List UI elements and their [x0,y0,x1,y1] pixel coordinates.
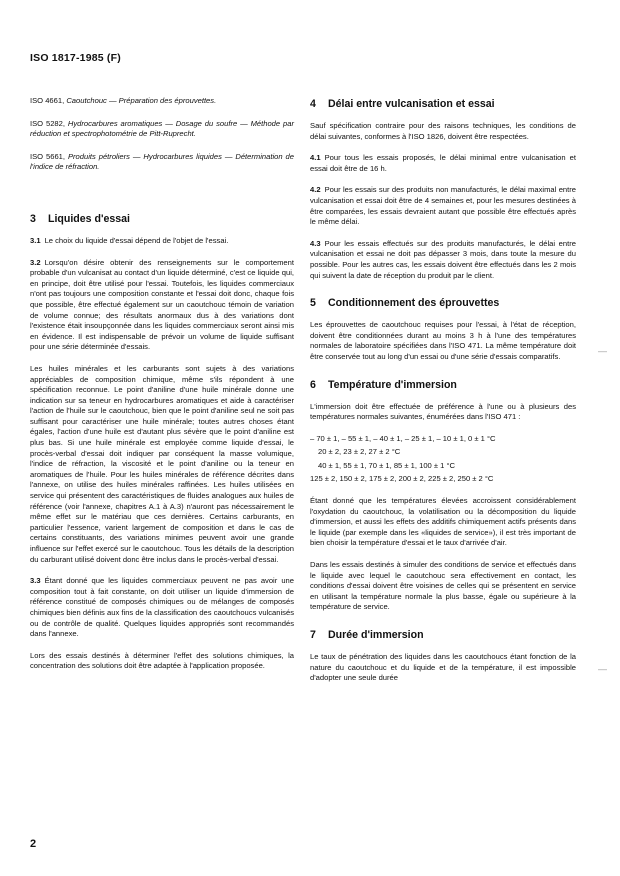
section-4-heading [310,98,576,111]
section-title: Température d'immersion [328,378,457,391]
paragraph-6-temperatures: Étant donné que les températures élevées accroissent considérablement l'oxydation du caoutchouc, la volatilisation ou la décomposition du liquide d'immersion, et aussi les effets des additifs chimiquement actifs présents dans le liquide (par exemple dans les «liquides de service»), il est très important de bien choisir la température d'essai et le taux d'arrivée d'air. [310,496,576,548]
section-number: 4 [310,98,316,110]
section-5-heading [310,297,576,310]
paragraph-4-3 [310,239,576,281]
paragraph-3-3 [30,576,294,640]
margin-mark: — [598,346,607,356]
paragraph-4-2 [310,185,576,227]
paragraph-3-2 [30,258,294,353]
paragraph-mineral-oils: Les huiles minérales et les carburants sont sujets à des variations appréciables de composition chimique, même s'ils répondent à une spécification reconnue. Le point d'aniline d'une huile minérale donne une indication sur sa teneur en hydrocarbures aromatiques et aide à caractériser l'action de l'huile sur le caoutchouc, bien que le point d'aniline seul ne soit pas suffisant pour caractériser une huile minérale; toutes autres choses étant égales, l'action d'une huile est d'autant plus sévère que le point d'aniline est plus bas. Si une huile minérale est employée comme liquide d'essai, le procès-verbal d'essai doit indiquer par conséquent la masse volumique, l'indice de réfraction, la viscosité et le point d'aniline ou la teneur en aromatiques de l'huile. Pour les huiles minérales de référence décrites dans l'annexe, on utilise des huiles minérales raffinées. Les huiles utilisées en service qui présentent des caractéristiques de fluides analogues aux huiles de référence (voir l'annexe, chapitres A.1 à A.3) n'auront pas nécessairement le même effet sur le matériau que ces dernières. Certains carburants, en particulier l'essence, varient largement de composition et dans le cas de certains constituants, des variations minimes peuvent avoir une grande influence sur l'effet exercé sur le caoutchouc. Tous les détails de la description du carburant utilisé doivent donc être inclus dans le procès-verbal d'essai. [30,363,294,564]
paragraph-text: Étant donné que les liquides commerciaux peuvent ne pas avoir une composition tout à fait constante, on doit utiliser un liquide d'immersion de référence constitué de composés chimiques ou de mélanges de composés chimiques bien définis aux fins de la classification des caoutchoucs vulcanisés ou de contrôle de qualité. Quelques liquides appropriés sont recommandés dans l'annexe. [30,576,294,639]
paragraph-4-1 [310,153,576,174]
paragraph-number: 3.2 [30,257,41,267]
temperature-list [310,434,576,485]
reference-iso-5661 [30,152,294,173]
paragraph-chemical-solutions: Lors des essais destinés à déterminer l'effet des solutions chimiques, la concentration des solutions doit être adaptée à l'application proposée. [30,650,294,671]
section-title: Liquides d'essai [48,212,130,225]
section-3-heading [30,213,294,226]
reference-title: Hydrocarbures aromatiques — Dosage du soufre — Méthode par réduction et spectrophotométrie de Pitt-Ruprecht. [30,118,294,139]
page-header: ISO 1817-1985 (F) [30,52,121,64]
paragraph-text: Lorsqu'on désire obtenir des renseignements sur le comportement probable d'un vulcanisat au contact d'un liquide déterminé, c'est ce liquide qui, en principe, doit être utilisé pour l'essai. Toutefois, les liquides commerciaux n'ont pas toujours une composition constante et l'essai doit donc, chaque fois que possible, être effectué également sur un caoutchouc témoin de variation de volume connue; des résultats anormaux dus à des variations dont l'existence était insoupçonnée dans les liquides commerciaux seront ainsi mis en évidence. Il est indispensable de prévoir un volume de liquide suffisant pour une série déterminée d'essais. [30,257,294,352]
reference-number: ISO 5661, [30,151,66,161]
section-7-heading [310,629,576,642]
section-number: 7 [310,629,316,641]
paragraph-6-service: Dans les essais destinés à simuler des conditions de service et effectués dans le liquide avec lequel le caoutchouc sera effectivement en contact, les conditions d'essai doivent être voisines de celles qui se présentent en service en utilisant la température normale la plus basse, égale ou supérieure à la température de service. [310,560,576,612]
temperature-row: 40 ± 1, 55 ± 1, 70 ± 1, 85 ± 1, 100 ± 1 °C [318,460,456,470]
margin-mark: — [598,664,607,674]
reference-number: ISO 5282, [30,118,65,128]
section-title: Conditionnement des éprouvettes [328,297,500,310]
section-6-heading [310,379,576,392]
paragraph-text: Pour les essais effectués sur des produits manufacturés, le délai entre vulcanisation et essai ne doit pas dépasser 3 mois, dans toute la mesure du possible. Pour les autres cas, les essais doivent être effectués dans les 2 mois qui suivent la date de réception du produit par le client. [310,238,576,280]
paragraph-number: 3.3 [30,576,41,586]
temperature-row: 20 ± 2, 23 ± 2, 27 ± 2 °C [318,447,401,457]
reference-number: ISO 4661, [30,96,65,105]
left-column [30,96,294,683]
paragraph-5: Les éprouvettes de caoutchouc requises pour l'essai, à l'état de réception, doivent être conditionnées durant au moins 3 h à l'une des températures normales de laboratoire spécifiées dans l'ISO 471. La même température doit être conservée tout au long d'un essai ou d'une série d'essais comparatifs. [310,320,576,361]
section-number: 5 [310,297,316,310]
reference-title: Caoutchouc — Préparation des éprouvettes. [66,96,217,105]
temperature-row: 125 ± 2, 150 ± 2, 175 ± 2, 200 ± 2, 225 ± 2, 250 ± 2 °C [310,474,494,484]
paragraph-text: Le choix du liquide d'essai dépend de l'objet de l'essai. [44,235,229,245]
paragraph-number: 3.1 [30,235,41,245]
reference-title: Produits pétroliers — Hydrocarbures liquides — Détermination de l'indice de réfraction. [30,151,294,172]
paragraph-number: 4.2 [310,185,321,195]
section-title: Délai entre vulcanisation et essai [328,98,495,110]
paragraph-text: Pour les essais sur des produits non manufacturés, le délai maximal entre vulcanisation et essai doit être de 4 semaines et, pour les mesures destinées à être comparées, les essais devraient autant que possible être effectués après le même délai. [310,185,576,227]
section-title: Durée d'immersion [328,629,424,641]
right-column [310,96,576,695]
paragraph-6: L'immersion doit être effectuée de préférence à l'une ou à plusieurs des températures normales suivantes, énumérées dans l'ISO 471 : [310,401,576,422]
paragraph-3-1 [30,236,294,247]
paragraph-7: Le taux de pénétration des liquides dans les caoutchoucs étant fonction de la nature du caoutchouc et du liquide et de la température, il est impossible d'adopter une seule durée [310,652,576,683]
paragraph-number: 4.3 [310,238,321,248]
paragraph-text: Pour tous les essais proposés, le délai minimal entre vulcanisation et essai doit être de 16 h. [310,153,576,173]
page-number: 2 [30,838,37,850]
section-number: 3 [30,212,36,225]
paragraph-number: 4.1 [310,153,321,163]
reference-iso-4661 [30,96,294,107]
section-number: 6 [310,378,316,391]
paragraph-4-intro: Sauf spécification contraire pour des raisons techniques, les conditions de délai suivantes, conformes à l'ISO 1826, doivent être respectées. [310,121,576,141]
reference-iso-5282 [30,119,294,140]
temperature-row: – 70 ± 1, – 55 ± 1, – 40 ± 1, – 25 ± 1, – 10 ± 1, 0 ± 1 °C [310,433,496,443]
